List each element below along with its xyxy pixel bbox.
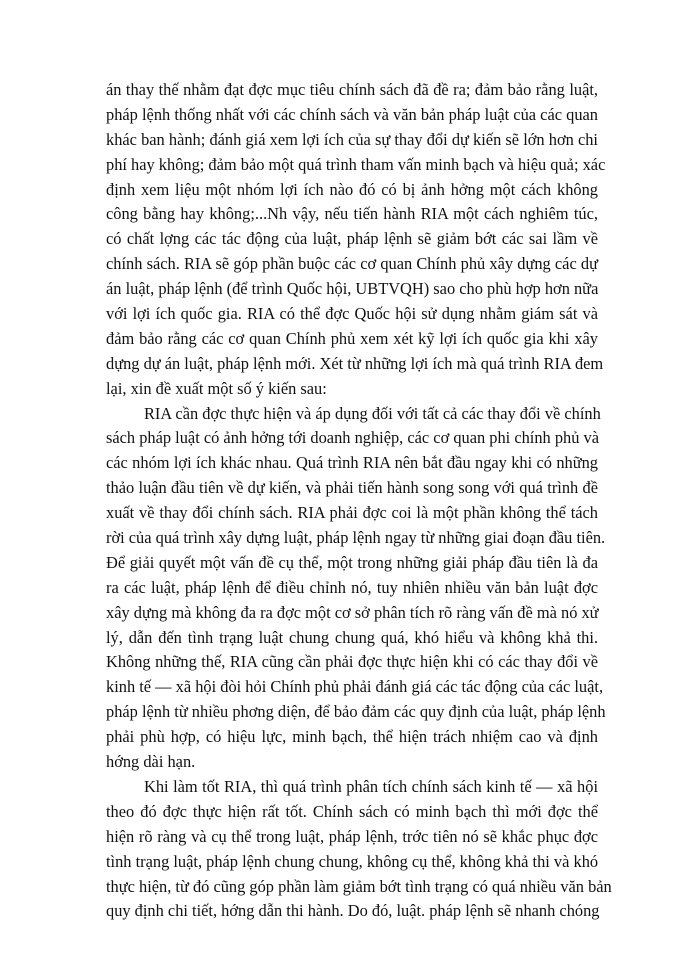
text-line: thảo luận đầu tiên về dự kiến, và phải tiến hành song song với quá trình đề [106, 478, 598, 498]
text-line: thực hiện, từ đó cũng góp phần làm giảm bớt tình trạng có quá nhiều văn bản [106, 876, 612, 896]
text-line: pháp lệnh từ nhiều phơng diện, để bảo đảm các quy định của luật, pháp lệnh [106, 702, 606, 722]
text-line: rời của quá trình xây dựng luật, pháp lệnh ngay từ những giai đoạn đầu tiên. [106, 528, 606, 548]
text-line: sách pháp luật có ảnh hởng tới doanh nghiệp, các cơ quan phi chính phủ và [106, 428, 599, 448]
text-line: xuất về thay đổi chính sách. RIA phải đợc coi là một phần không thể tách [106, 503, 598, 523]
paragraph [106, 402, 606, 775]
text-line: phí hay không; đảm bảo một quá trình tham vấn minh bạch và hiệu quả; xác [106, 154, 606, 174]
text-line: pháp lệnh thống nhất với các chính sách và văn bản pháp luật của các quan [106, 104, 598, 124]
text-line: có chất lợng các tác động của luật, pháp lệnh sẽ giảm bớt các sai lầm về [106, 229, 598, 249]
text-line: án thay thế nhằm đạt đợc mục tiêu chính sách đã đề ra; đảm bảo rằng luật, [106, 80, 598, 99]
paragraph [106, 775, 612, 924]
document-body [106, 78, 612, 924]
text-line: Để giải quyết một vấn đề cụ thể, một trong những giải pháp đầu tiên là đa [106, 552, 598, 572]
paragraph [106, 78, 606, 402]
text-line: ra các luật, pháp lệnh để điều chỉnh nó, tuy nhiên nhiều văn bản luật đợc [106, 577, 598, 597]
text-line: RIA cần đợc thực hiện và áp dụng đối với tất cả các thay đổi về chính [144, 403, 601, 423]
text-line: công bằng hay không;...Nh vậy, nếu tiến hành RIA một cách nghiêm túc, [106, 204, 598, 224]
text-line: với lợi ích quốc gia. RIA có thể đợc Quốc hội sử dụng nhằm giám sát và [106, 304, 598, 324]
text-line: lý, dẫn đến tình trạng luật chung chung quá, khó hiểu và không khả thi. [106, 627, 598, 647]
text-line: tình trạng luật, pháp lệnh chung chung, không cụ thể, không khả thi và khó [106, 851, 599, 871]
text-line: hiện rõ ràng và cụ thể trong luật, pháp lệnh, trớc tiên nó sẽ khắc phục đợc [106, 826, 598, 846]
text-line: khác ban hành; đánh giá xem lợi ích của sự thay đổi dự kiến sẽ lớn hơn chi [106, 129, 598, 149]
text-line: định xem liệu một nhóm lợi ích nào đó có bị ảnh hởng một cách không [106, 179, 598, 199]
text-line: Khi làm tốt RIA, thì quá trình phân tích chính sách kinh tế — xã hội [144, 776, 598, 796]
text-line: xây dựng mà không đa ra đợc một cơ sở phân tích rõ ràng vấn đề mà nó xử [106, 602, 599, 622]
text-line: phải phù hợp, có hiệu lực, minh bạch, thể hiện trách nhiệm cao và định [106, 727, 598, 747]
text-line: lại, xin đề xuất một số ý kiến sau: [106, 378, 327, 398]
text-line: án luật, pháp lệnh (để trình Quốc hội, UBTVQH) sao cho phù hợp hơn nữa [106, 279, 599, 299]
text-line: theo đó đợc thực hiện rất tốt. Chính sách có minh bạch thì mới đợc thể [106, 801, 598, 821]
text-line: chính sách. RIA sẽ góp phần buộc các cơ quan Chính phủ xây dựng các dự [106, 254, 598, 274]
text-line: đảm bảo rằng các cơ quan Chính phủ xem xét kỹ lợi ích quốc gia khi xây [106, 328, 598, 348]
text-line: dựng dự án luật, pháp lệnh mới. Xét từ những lợi ích mà quá trình RIA đem [106, 353, 604, 373]
text-line: kinh tế — xã hội đòi hỏi Chính phủ phải đánh giá các tác động của các luật, [106, 677, 604, 697]
text-line: Không những thế, RIA cũng cần phải đợc thực hiện khi có các thay đổi về [106, 652, 598, 672]
text-line: các nhóm lợi ích khác nhau. Quá trình RIA nên bắt đầu ngay khi có những [106, 453, 598, 473]
text-line: quy định chi tiết, hớng dẫn thi hành. Do đó, luật. pháp lệnh sẽ nhanh chóng [106, 901, 600, 921]
text-line: hớng dài hạn. [106, 752, 196, 772]
